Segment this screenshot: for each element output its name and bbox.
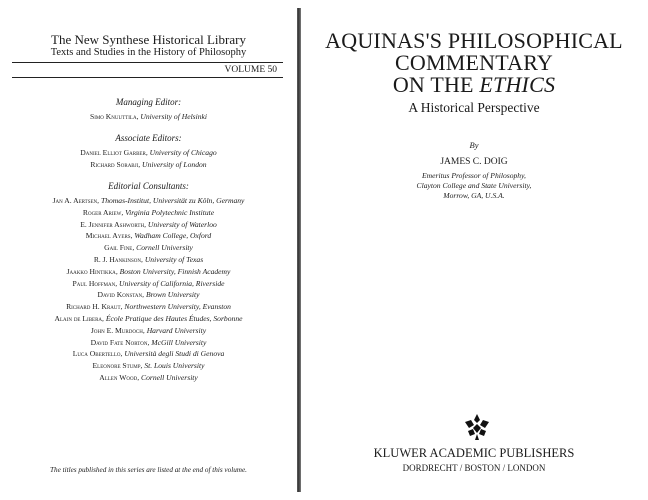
consultant-name: Michael Ayers bbox=[85, 231, 131, 241]
consultant-entry bbox=[0, 314, 297, 323]
editor-name: Simo Knuuttila bbox=[89, 112, 137, 121]
consultant-entry bbox=[0, 349, 297, 358]
book-subtitle: A Historical Perspective bbox=[408, 100, 540, 115]
consultant-affiliation: , École Pratique des Hautes Études, Sorbonne bbox=[102, 314, 243, 323]
consultant-affiliation: , Cornell University bbox=[132, 243, 193, 253]
associate-editor-entry bbox=[0, 148, 297, 157]
consultant-entry bbox=[0, 255, 297, 264]
title-prefix: ON THE bbox=[392, 72, 480, 97]
series-title: The New Synthese Historical Library bbox=[51, 32, 246, 47]
divider-bottom bbox=[12, 77, 283, 78]
consultant-name: E. Jennifer Ashworth bbox=[80, 219, 145, 229]
consultant-entry bbox=[0, 279, 297, 288]
consultant-entry bbox=[0, 220, 297, 229]
book-title-line-2: COMMENTARY bbox=[395, 50, 553, 75]
consultant-affiliation: , University of Waterloo bbox=[144, 219, 217, 229]
kluwer-logo-icon bbox=[465, 414, 489, 440]
editor-affiliation: , University of London bbox=[138, 160, 207, 169]
consultant-entry bbox=[0, 326, 297, 335]
consultant-entry bbox=[0, 338, 297, 347]
title-page bbox=[300, 0, 648, 500]
book-title-line-1: AQUINAS'S PHILOSOPHICAL bbox=[325, 28, 623, 53]
consultant-name: Richard H. Kraut bbox=[66, 302, 121, 312]
consultant-entry bbox=[0, 373, 297, 382]
consultant-name: Alain de Libera bbox=[54, 314, 103, 323]
editor-name: Richard Sorabji bbox=[90, 160, 139, 169]
series-footnote: The titles published in this series are listed at the end of this volume. bbox=[50, 466, 247, 474]
consultant-name: Gail Fine bbox=[104, 243, 133, 253]
consultant-name: Paul Hoffman bbox=[72, 278, 116, 288]
consultant-name: David Fate Norton bbox=[90, 337, 148, 347]
book-title-line-3 bbox=[300, 74, 648, 96]
divider-top bbox=[12, 62, 283, 63]
consultant-name: Eleonore Stump bbox=[92, 361, 141, 371]
author-affiliation-line: Morrow, GA, U.S.A. bbox=[443, 191, 505, 200]
consultant-name: John E. Murdoch bbox=[90, 325, 143, 335]
consultant-entry bbox=[0, 208, 297, 217]
publisher-name: KLUWER ACADEMIC PUBLISHERS bbox=[373, 446, 575, 460]
by-line: By bbox=[469, 140, 479, 150]
editor-affiliation: , University of Helsinki bbox=[136, 112, 208, 121]
consultant-affiliation: , Wadham College, Oxford bbox=[130, 231, 212, 241]
consultant-affiliation: , Thomas-Institut, Universität zu Köln, Germany bbox=[97, 196, 245, 205]
consultant-name: Jan A. Aertsen bbox=[52, 196, 98, 205]
consultant-name: R. J. Hankinson bbox=[93, 255, 142, 264]
consultant-name: Roger Ariew bbox=[82, 207, 122, 217]
managing-editor-entry bbox=[0, 112, 297, 121]
consultant-affiliation: , Harvard University bbox=[142, 325, 207, 335]
associate-editor-entry bbox=[0, 160, 297, 169]
consultant-affiliation: , Northwestern University, Evanston bbox=[120, 302, 231, 312]
author-affiliation-line: Clayton College and State University, bbox=[416, 181, 532, 190]
consultant-entry bbox=[0, 196, 297, 205]
consultant-affiliation: , Università degli Studi di Genova bbox=[120, 349, 225, 359]
series-page bbox=[0, 0, 297, 500]
consultant-name: Jaakko Hintikka bbox=[66, 266, 116, 276]
title-italic-word: ETHICS bbox=[479, 72, 556, 97]
consultant-entry bbox=[0, 231, 297, 240]
consultant-affiliation: , Virginia Polytechnic Institute bbox=[121, 207, 215, 217]
consultant-affiliation: , Brown University bbox=[142, 290, 200, 300]
consultant-affiliation: , University of California, Riverside bbox=[115, 278, 225, 288]
consultant-entry bbox=[0, 243, 297, 252]
publisher-cities: DORDRECHT / BOSTON / LONDON bbox=[402, 463, 546, 473]
author-affiliation-line: Emeritus Professor of Philosophy, bbox=[422, 171, 526, 180]
consultant-entry bbox=[0, 267, 297, 276]
consultant-entry bbox=[0, 290, 297, 299]
consultant-affiliation: , Cornell University bbox=[137, 373, 198, 382]
consultants-heading: Editorial Consultants: bbox=[108, 181, 189, 191]
consultant-entry bbox=[0, 302, 297, 311]
series-subtitle: Texts and Studies in the History of Philosophy bbox=[50, 47, 247, 58]
associate-editors-heading: Associate Editors: bbox=[115, 133, 182, 143]
consultant-entry bbox=[0, 361, 297, 370]
consultant-affiliation: , University of Texas bbox=[141, 255, 204, 264]
author-name: JAMES C. DOIG bbox=[440, 157, 508, 167]
consultant-name: Luca Obertello bbox=[72, 349, 121, 359]
consultant-affiliation: , St. Louis University bbox=[140, 361, 205, 371]
editor-affiliation: , University of Chicago bbox=[145, 148, 217, 157]
consultant-affiliation: , Boston University, Finnish Academy bbox=[115, 266, 231, 276]
volume-number: VOLUME 50 bbox=[224, 65, 277, 75]
consultant-affiliation: , McGill University bbox=[147, 337, 207, 347]
consultant-name: Allen Wood bbox=[99, 373, 138, 382]
consultant-name: David Konstan bbox=[97, 290, 143, 300]
editor-name: Daniel Elliot Garber bbox=[80, 148, 146, 157]
managing-editor-heading: Managing Editor: bbox=[115, 97, 182, 107]
